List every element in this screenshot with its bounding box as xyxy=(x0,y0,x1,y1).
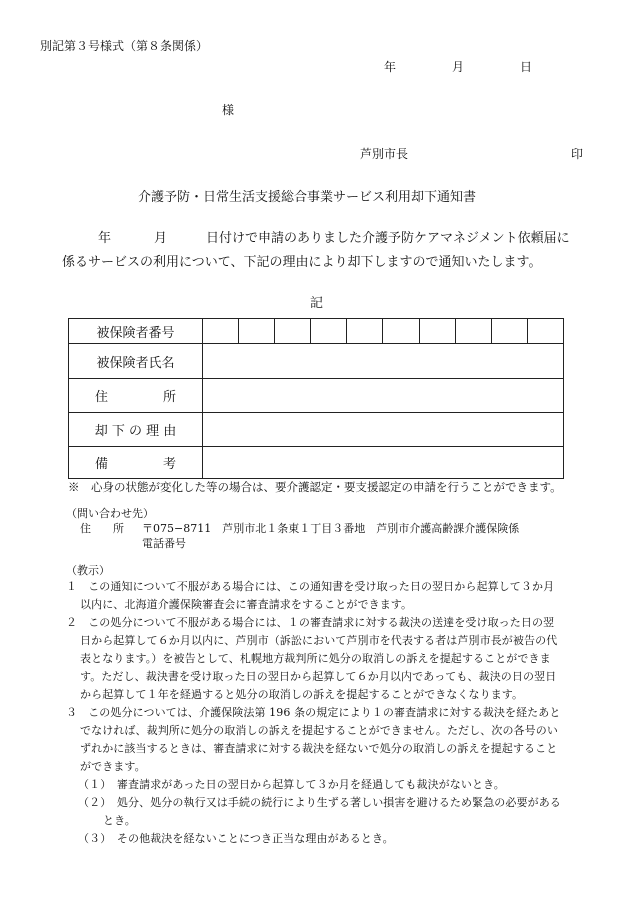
form-label: 別記第３号様式（第８条関係） xyxy=(40,39,209,53)
insured-name-field[interactable] xyxy=(203,344,564,379)
table-row xyxy=(69,319,564,344)
label-part: 考 xyxy=(162,457,176,472)
number-cell[interactable] xyxy=(311,319,347,343)
body-line2: 係るサービスの利用について、下記の理由により却下しますので通知いたします。 xyxy=(62,255,542,270)
row-label-insured-number: 被保険者番号 xyxy=(69,319,203,344)
contact-address-label: 住 所 xyxy=(80,522,124,535)
instruction-line: １ この通知について不服がある場合には、この通知書を受け取った日の翌日から起算して３か月 xyxy=(66,580,555,593)
number-cell[interactable] xyxy=(347,319,383,343)
address-field[interactable] xyxy=(203,379,564,413)
number-cell[interactable] xyxy=(492,319,528,343)
instruction-line: 以内に、北海道介護保険審査会に審査請求をすることができます。 xyxy=(80,598,413,611)
recipient-suffix: 様 xyxy=(222,103,235,117)
table-row xyxy=(69,344,564,379)
date-day: 日 xyxy=(520,60,533,74)
document-title: 介護予防・日常生活支援総合事業サービス利用却下通知書 xyxy=(138,190,477,205)
label-part: 住 xyxy=(95,390,109,405)
number-cell[interactable] xyxy=(528,319,563,343)
number-cell[interactable] xyxy=(239,319,275,343)
instruction-line: す。ただし、裁決書を受け取った日の翌日から起算して６か月以内であっても、裁決の日の翌日 xyxy=(80,670,557,683)
contact-address: 〒075−8711 芦別市北１条東１丁目３番地 芦別市介護高齢課介護保険係 xyxy=(142,522,520,535)
body-line1-rest: 日付けで申請のありました介護予防ケアマネジメント依頼届に xyxy=(206,231,570,246)
contact-phone-label: 電話番号 xyxy=(142,537,186,550)
ki-mark: 記 xyxy=(310,296,324,311)
instruction-line: ずれかに該当するときは、審査請求に対する裁決を経ないで処分の取消しの訴えを提起すること xyxy=(80,742,558,755)
date-month: 月 xyxy=(452,60,465,74)
instruction-line: から起算して１年を経過すると処分の取消しの訴えを提起することができなくなります。 xyxy=(80,688,524,701)
label-part: 備 xyxy=(95,457,109,472)
number-cell[interactable] xyxy=(275,319,311,343)
instruction-line: （２） 処分、処分の執行又は手続の続行により生ずる著しい損害を避けるため緊急の必要がある xyxy=(78,796,561,809)
number-cell[interactable] xyxy=(383,319,419,343)
instruction-line: 日から起算して６か月以内に、芦別市（訴訟において芦別市を代表する者は芦別市長が被告の代 xyxy=(80,634,558,647)
rejection-reason-field[interactable] xyxy=(203,413,564,447)
seal-mark: 印 xyxy=(571,147,584,161)
row-label-rejection-reason: 却 下 の 理 由 xyxy=(69,413,203,447)
table-row xyxy=(69,413,564,447)
instruction-line: （１） 審査請求があった日の翌日から起算して３か月を経過しても裁決がないとき。 xyxy=(78,778,505,791)
instruction-line: （３） その他裁決を経ないことにつき正当な理由があるとき。 xyxy=(78,832,394,845)
body-month: 月 xyxy=(154,231,168,246)
body-year: 年 xyxy=(98,231,112,246)
number-cell[interactable] xyxy=(420,319,456,343)
instruction-header: （教示） xyxy=(66,564,110,577)
row-label-address xyxy=(69,379,203,413)
instruction-line: でなければ、裁判所に処分の取消しの訴えを提起することができません。ただし、次の各号のい xyxy=(80,724,558,737)
date-year: 年 xyxy=(384,60,397,74)
instruction-line: ３ この処分については、介護保険法第 196 条の規定により１の審査請求に対する裁決を経たあと xyxy=(66,706,561,719)
insured-info-table xyxy=(68,318,564,479)
insured-number-cells xyxy=(203,319,564,344)
contact-header: （問い合わせ先） xyxy=(66,507,154,520)
table-row xyxy=(69,447,564,479)
number-cell[interactable] xyxy=(456,319,492,343)
instruction-line: ２ この処分について不服がある場合には、１の審査請求に対する裁決の送達を受け取った日の翌 xyxy=(66,616,555,629)
note-text: ※ 心身の状態が変化した等の場合は、要介護認定・要支援認定の申請を行うことができます。 xyxy=(68,480,562,494)
label-part: 所 xyxy=(162,390,176,405)
sender-title: 芦別市長 xyxy=(360,147,409,161)
row-label-insured-name: 被保険者氏名 xyxy=(69,344,203,379)
instruction-line: とき。 xyxy=(103,814,136,827)
row-label-remarks xyxy=(69,447,203,479)
table-row xyxy=(69,379,564,413)
remarks-field[interactable] xyxy=(203,447,564,479)
number-cell[interactable] xyxy=(203,319,239,343)
instruction-line: 表となります。）を被告として、札幌地方裁判所に処分の取消しの訴えを提起することができま xyxy=(80,652,551,665)
instruction-line: ができます。 xyxy=(80,760,146,773)
